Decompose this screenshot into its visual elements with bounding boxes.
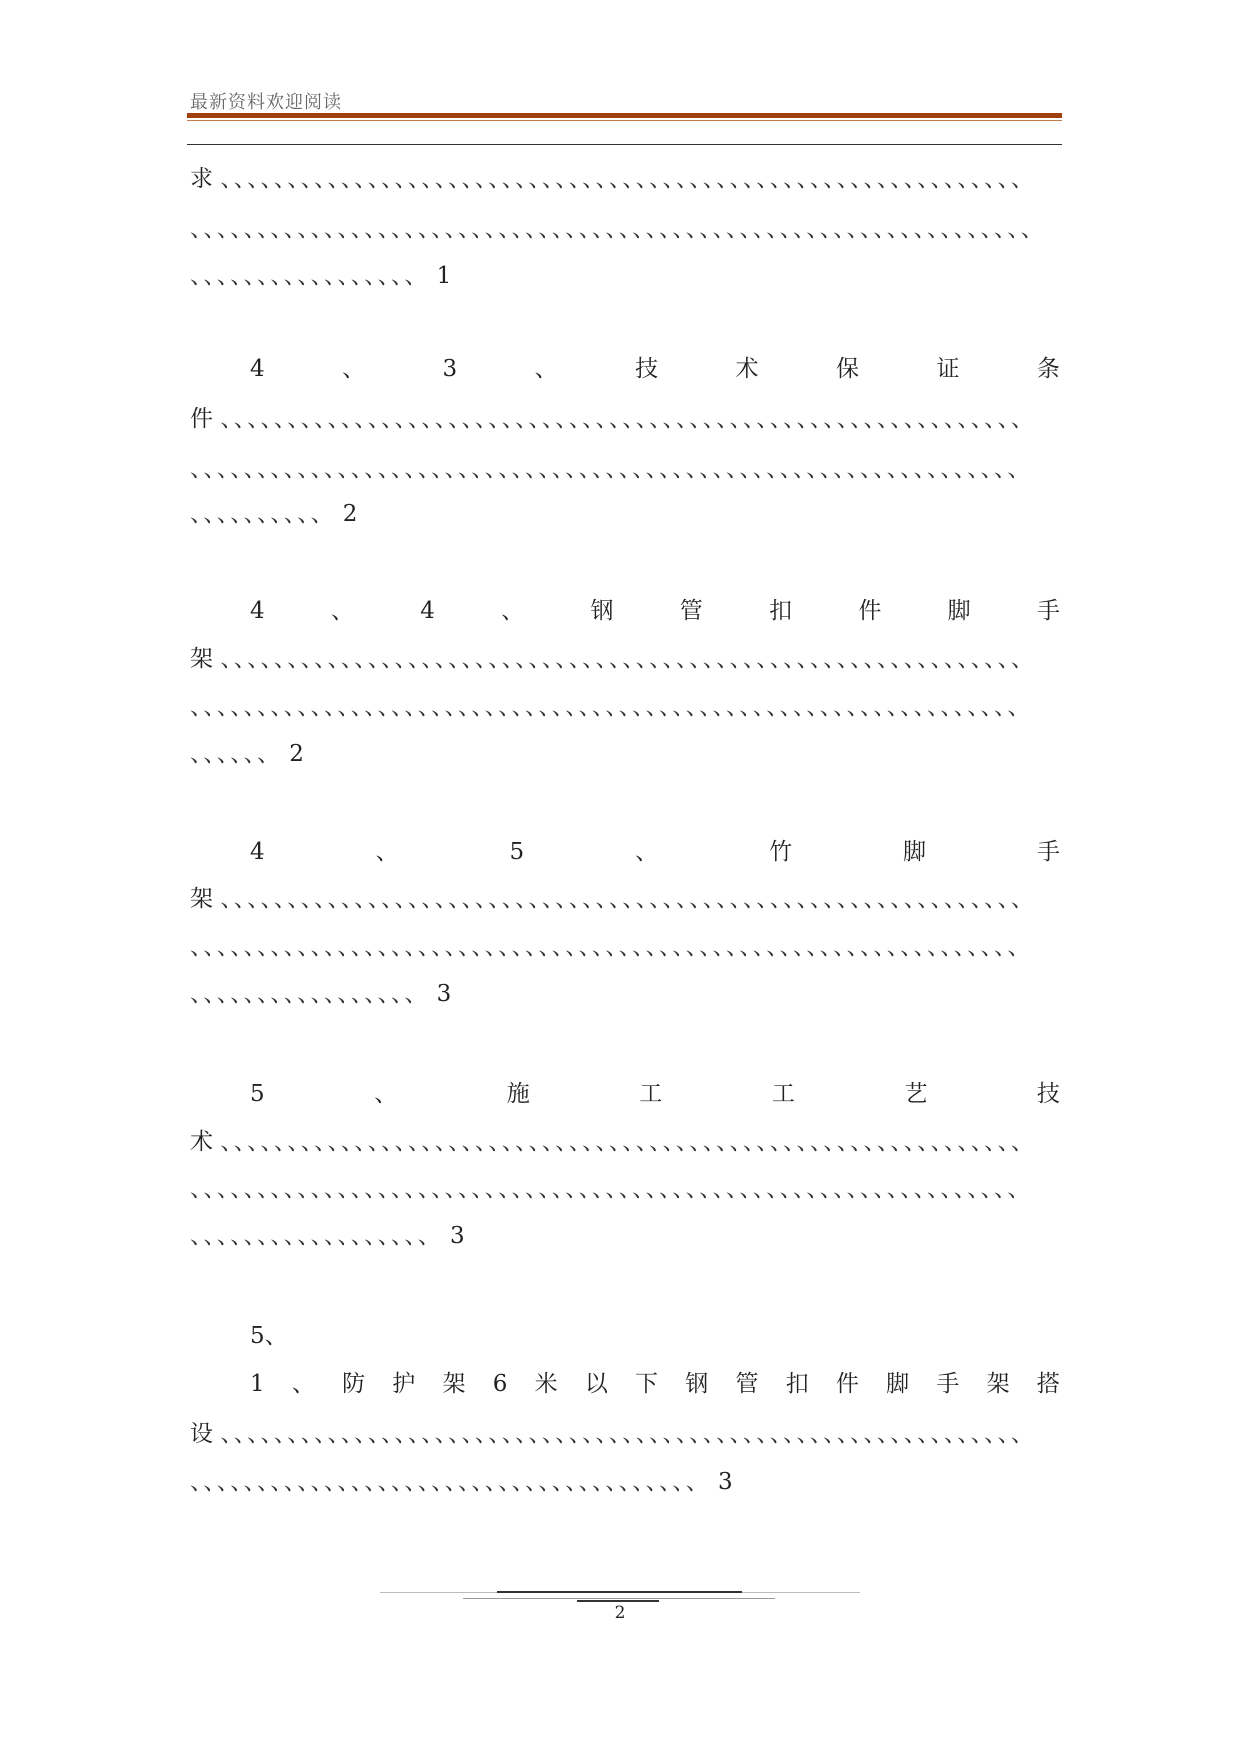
- toc-leader-line: [190, 165, 1065, 193]
- toc-title-char: 技: [1036, 1081, 1060, 1107]
- toc-title-char: 4: [250, 598, 265, 624]
- toc-leader-line: [190, 405, 1065, 433]
- toc-title-char: 钢: [685, 1371, 709, 1397]
- footer-rule: [463, 1598, 775, 1599]
- toc-leader-line: [190, 645, 1065, 673]
- toc-entry-title: [250, 1080, 1060, 1108]
- toc-leader-dots: 、、、、、、、、、、、、、、、、、、、、、、、、、、、、、、、、、、、、、、: [190, 1469, 711, 1495]
- toc-entry-title: [250, 838, 1060, 866]
- toc-entry-number: 5、: [250, 1323, 288, 1349]
- toc-page-number: 3: [429, 981, 452, 1007]
- toc-title-char: 护: [392, 1371, 416, 1397]
- header-rule-thin: [187, 120, 1062, 121]
- toc-leader-dots: 、、、、、、、、、、、、、、、、、: [190, 263, 430, 289]
- toc-title-char: 手: [936, 1371, 960, 1397]
- toc-leader-line: [190, 262, 1065, 290]
- toc-title-char: 管: [679, 598, 703, 624]
- toc-title-char: 4: [420, 598, 435, 624]
- toc-title-char: 搭: [1036, 1371, 1060, 1397]
- toc-page-number: 2: [281, 741, 304, 767]
- toc-leader-dots: 、、、、、、、、、、、、、、、、、、、、、、、、、、、、、、、、、、、、、、、、、、、、、、、、、、、、、、、、、、、、、、: [190, 934, 1033, 960]
- toc-title-char: 5: [509, 839, 525, 865]
- toc-title-char: 下: [635, 1371, 659, 1397]
- toc-leader-line: [190, 885, 1065, 913]
- toc-title-char: 、: [291, 1371, 315, 1397]
- toc-title-char: 条: [1036, 356, 1060, 382]
- toc-title-char: 、: [635, 839, 659, 865]
- toc-title-char: 件: [835, 1371, 859, 1397]
- toc-entry-title-end: 件: [190, 406, 221, 432]
- toc-title-char: 证: [936, 356, 960, 382]
- toc-page-number: 3: [710, 1469, 733, 1495]
- toc-leader-line: [190, 740, 1065, 768]
- toc-title-char: 技: [635, 356, 659, 382]
- toc-leader-dots: 、、、、、、、、、、: [190, 501, 336, 527]
- toc-leader-dots: 、、、、、、、、、、、、、、、、、、、、、、、、、、、、、、、、、、、、、、、、、、、、、、、、、、、、、、、、、、、、: [220, 1129, 1036, 1155]
- toc-title-char: 竹: [769, 839, 793, 865]
- toc-leader-line: [190, 1128, 1065, 1156]
- toc-title-char: 架: [986, 1371, 1010, 1397]
- toc-title-char: 扣: [769, 598, 793, 624]
- toc-title-char: 4: [250, 839, 265, 865]
- footer-rule: [577, 1600, 659, 1602]
- toc-entry-title: [250, 597, 1060, 625]
- toc-title-char: 脚: [886, 1371, 910, 1397]
- toc-title-char: 、: [342, 356, 366, 382]
- header-rule-thick: [187, 113, 1062, 118]
- header-title: 最新资料欢迎阅读: [190, 92, 342, 113]
- toc-title-char: 、: [330, 598, 354, 624]
- toc-title-char: 工: [639, 1081, 663, 1107]
- toc-leader-dots: 、、、、、、、、、、、、、、、、、、、、、、、、、、、、、、、、、、、、、、、、、、、、、、、、、、、、、、、、、、、、、、: [190, 694, 1033, 720]
- toc-page-number: 3: [442, 1223, 465, 1249]
- footer-rule: [497, 1591, 742, 1593]
- toc-leader-line: [190, 1420, 1065, 1448]
- toc-title-char: 、: [375, 839, 399, 865]
- toc-title-char: 脚: [947, 598, 971, 624]
- toc-leader-dots: 、、、、、、、、、、、、、、、、、: [190, 981, 430, 1007]
- toc-title-char: 3: [442, 356, 458, 382]
- toc-title-char: 、: [534, 356, 558, 382]
- toc-leader-dots: 、、、、、、、、、、、、、、、、、、、、、、、、、、、、、、、、、、、、、、、、、、、、、、、、、、、、、、、、、、、、: [220, 166, 1036, 192]
- toc-title-char: 、: [374, 1081, 398, 1107]
- toc-title-char: 米: [534, 1371, 558, 1397]
- toc-leader-line: [190, 500, 1065, 528]
- toc-title-char: 5: [250, 1081, 265, 1107]
- toc-title-char: 钢: [590, 598, 614, 624]
- toc-page-number: 2: [335, 501, 358, 527]
- toc-entry-title-end: 架: [190, 886, 221, 912]
- toc-title-char: 工: [771, 1081, 795, 1107]
- toc-leader-line: [190, 980, 1065, 1008]
- toc-title-char: 6: [492, 1371, 508, 1397]
- toc-title-char: 4: [250, 356, 265, 382]
- toc-leader-line: [190, 1222, 1065, 1250]
- toc-title-char: 手: [1036, 598, 1060, 624]
- toc-leader-dots: 、、、、、、、、、、、、、、、、、、、、、、、、、、、、、、、、、、、、、、、、、、、、、、、、、、、、、、、、、、、、、、: [190, 456, 1033, 482]
- toc-title-char: 1: [250, 1371, 265, 1397]
- toc-title-char: 管: [735, 1371, 759, 1397]
- toc-page-number: 1: [429, 263, 452, 289]
- toc-leader-dots: 、、、、、、、、、、、、、、、、、、、、、、、、、、、、、、、、、、、、、、、、、、、、、、、、、、、、、、、、、、、、、、: [190, 1176, 1033, 1202]
- toc-entry-title-end: 架: [190, 646, 221, 672]
- toc-leader-dots: 、、、、、、、、、、、、、、、、、、: [190, 1223, 443, 1249]
- toc-title-char: 手: [1037, 839, 1060, 865]
- toc-entry-title: [250, 355, 1060, 383]
- toc-leader-dots: 、、、、、、、、、、、、、、、、、、、、、、、、、、、、、、、、、、、、、、、、、、、、、、、、、、、、、、、、、、、、: [220, 1421, 1036, 1447]
- toc-title-char: 保: [836, 356, 859, 382]
- toc-entry-title: [250, 1370, 1060, 1398]
- toc-leader-dots: 、、、、、、、、、、、、、、、、、、、、、、、、、、、、、、、、、、、、、、、、、、、、、、、、、、、、、、、、、、、、、、、: [190, 216, 1046, 242]
- toc-leader-dots: 、、、、、、、、、、、、、、、、、、、、、、、、、、、、、、、、、、、、、、、、、、、、、、、、、、、、、、、、、、、、: [220, 886, 1036, 912]
- toc-leader-line: [190, 1468, 1065, 1496]
- toc-entry-title-end: 术: [190, 1129, 221, 1155]
- toc-title-char: 术: [735, 356, 759, 382]
- page-number: 2: [614, 1603, 626, 1623]
- toc-leader-dots: 、、、、、、、、、、、、、、、、、、、、、、、、、、、、、、、、、、、、、、、、、、、、、、、、、、、、、、、、、、、、: [220, 646, 1036, 672]
- toc-title-char: 脚: [903, 839, 927, 865]
- toc-entry-title-end: 求: [190, 166, 221, 192]
- toc-leader-dots: 、、、、、、、、、、、、、、、、、、、、、、、、、、、、、、、、、、、、、、、、、、、、、、、、、、、、、、、、、、、、: [220, 406, 1036, 432]
- toc-entry-title-end: 设: [190, 1421, 221, 1447]
- toc-title-char: 以: [584, 1371, 608, 1397]
- toc-title-char: 架: [442, 1371, 466, 1397]
- toc-title-char: 、: [501, 598, 525, 624]
- toc-title-char: 件: [858, 598, 882, 624]
- toc-title-char: 艺: [904, 1081, 928, 1107]
- header-rule-lower: [187, 144, 1062, 145]
- toc-title-char: 施: [506, 1081, 530, 1107]
- toc-title-char: 扣: [785, 1371, 809, 1397]
- toc-title-char: 防: [342, 1371, 366, 1397]
- toc-leader-dots: 、、、、、、: [190, 741, 282, 767]
